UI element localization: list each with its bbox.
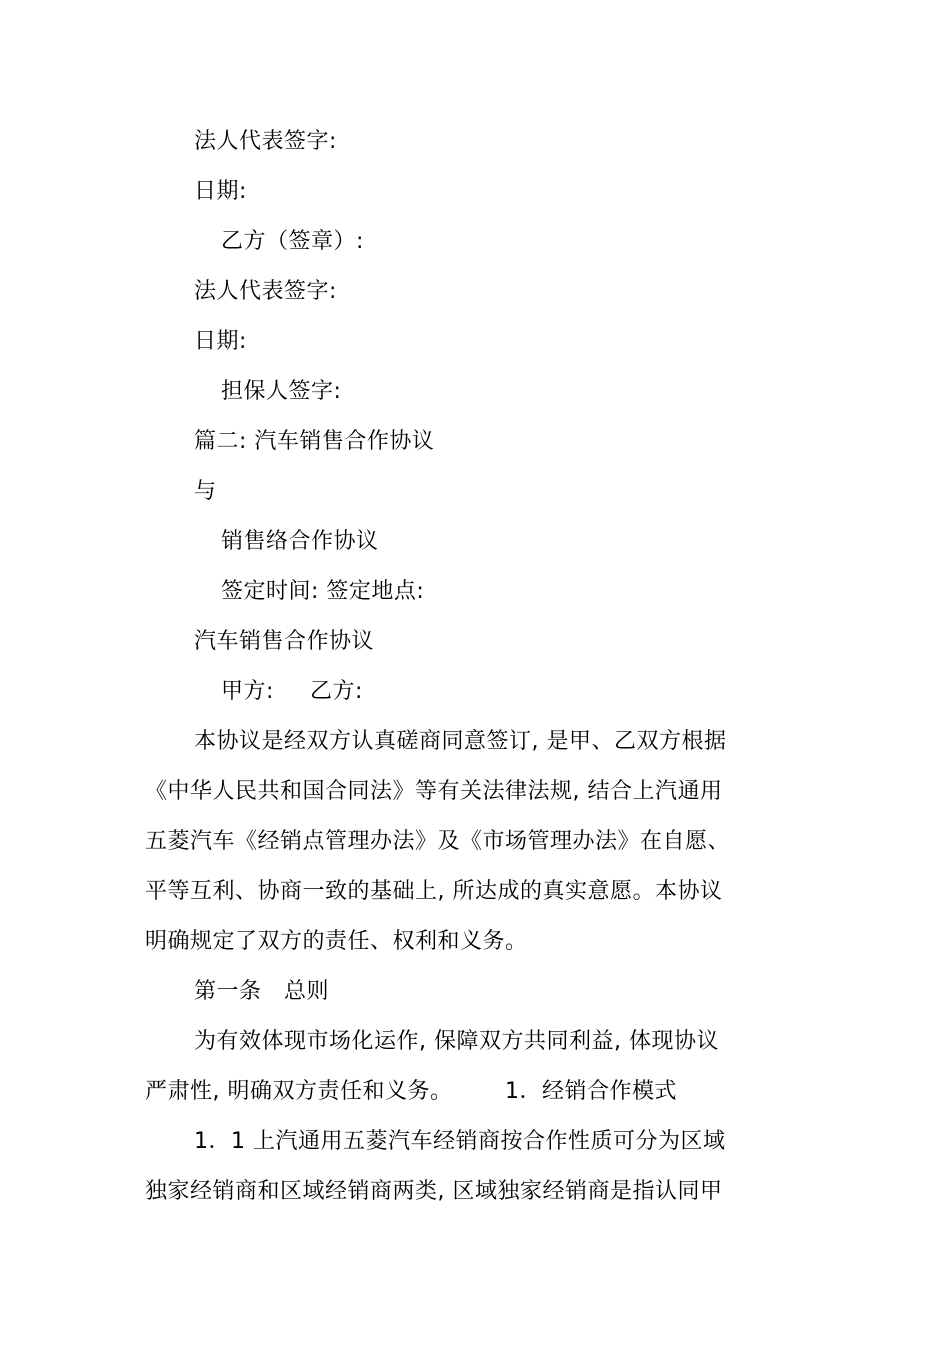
paragraph-line: 1．1 上汽通用五菱汽车经销商按合作性质可分为区域: [194, 1129, 726, 1154]
legal-rep-signature-label-1: 法人代表签字:: [194, 129, 337, 154]
paragraph-line: 五菱汽车《经销点管理办法》及《市场管理办法》在自愿、: [145, 829, 731, 854]
party-b-label: 乙方:: [310, 679, 363, 704]
party-b-seal-label: 乙方（签章）:: [221, 229, 364, 254]
legal-rep-signature-label-2: 法人代表签字:: [194, 279, 337, 304]
paragraph-line: 独家经销商和区域经销商两类, 区域独家经销商是指认同甲: [145, 1179, 723, 1204]
article-one-heading: 第一条 总则: [194, 979, 330, 1004]
paragraph-line: 严肃性, 明确双方责任和义务。: [145, 1079, 453, 1104]
date-label-1: 日期:: [194, 179, 247, 204]
subsection-heading: 1．经销合作模式: [505, 1079, 677, 1104]
signing-time-place: 签定时间: 签定地点:: [221, 579, 425, 604]
paragraph-line: 平等互利、协商一致的基础上, 所达成的真实意愿。本协议: [145, 879, 723, 904]
agreement-title: 汽车销售合作协议: [194, 629, 375, 654]
paragraph-line: 明确规定了双方的责任、权利和义务。: [145, 929, 528, 954]
agreement-subtitle: 销售络合作协议: [221, 529, 379, 554]
guarantor-signature-label: 担保人签字:: [221, 379, 342, 404]
party-a-label: 甲方:: [221, 679, 274, 704]
paragraph-line: 本协议是经双方认真磋商同意签订, 是甲、乙双方根据: [194, 729, 727, 754]
paragraph-line: 为有效体现市场化运作, 保障双方共同利益, 体现协议: [194, 1029, 719, 1054]
date-label-2: 日期:: [194, 329, 247, 354]
section-two-heading: 篇二: 汽车销售合作协议: [194, 429, 435, 454]
paragraph-line: 《中华人民共和国合同法》等有关法律法规, 结合上汽通用: [145, 779, 723, 804]
connector-text: 与: [194, 479, 217, 504]
